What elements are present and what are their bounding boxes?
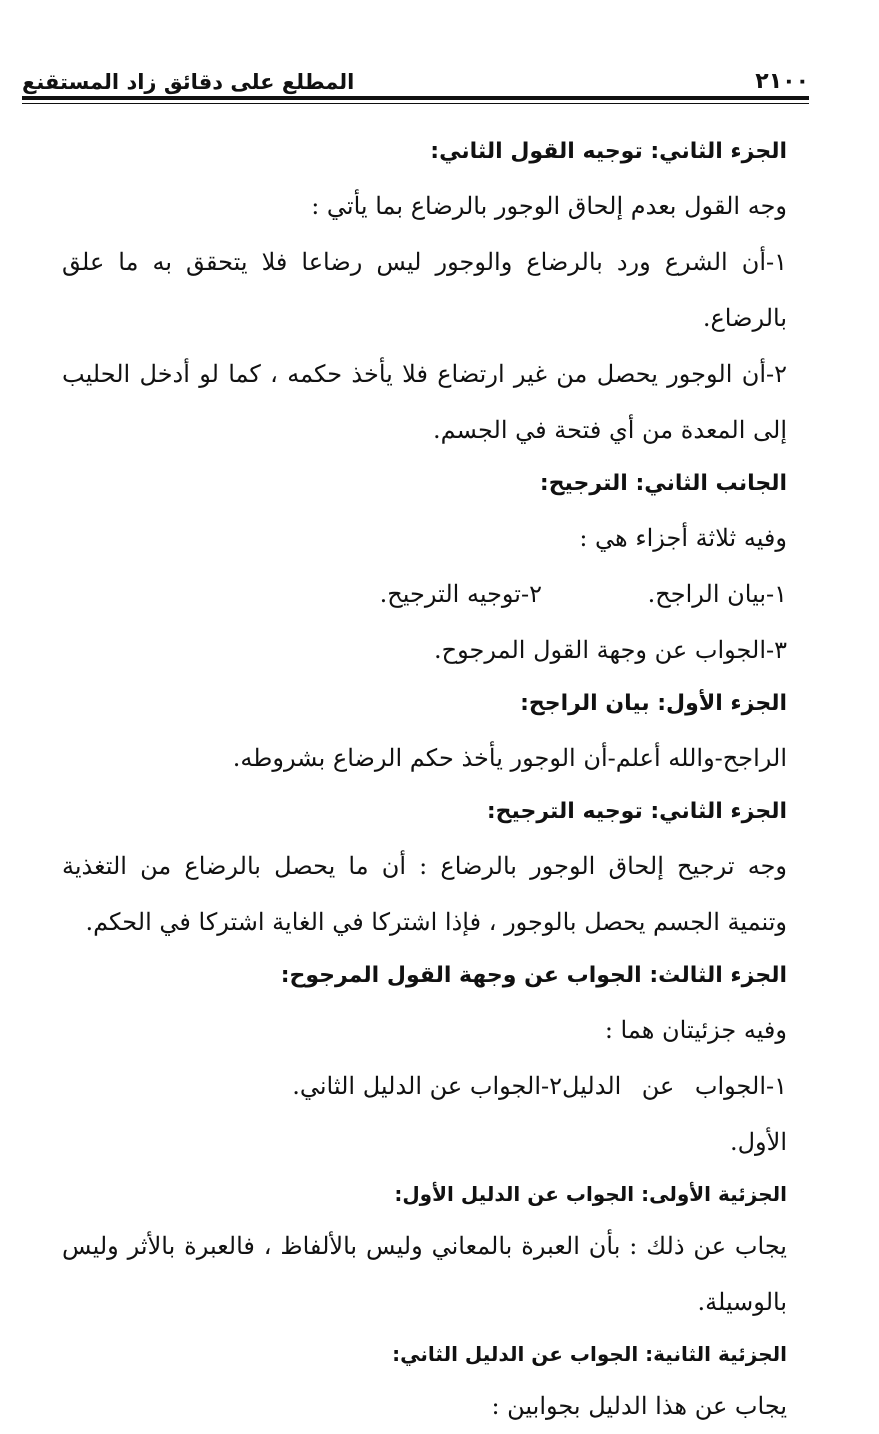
list-row-1 <box>62 566 787 622</box>
list-item-first-evidence: ١-الجواب عن الدليل الأول. <box>562 1072 787 1156</box>
list-item-statement: ١-بيان الراجح. <box>647 580 787 608</box>
list-row-2 <box>62 1058 787 1170</box>
list-item-answer: ٣-الجواب عن وجهة القول المرجوح. <box>433 636 787 664</box>
book-title: المطلع على دقائق زاد المستقنع <box>22 70 355 94</box>
header-rule-thick <box>22 96 809 100</box>
paragraph-point-2: ٢-أن الوجور يحصل من غير ارتضاع فلا يأخذ حكمه ، كما لو أدخل الحليب إلى المعدة من أي فتحة في الجسم. <box>62 360 787 444</box>
heading-subpart1: الجزئية الأولى: الجواب عن الدليل الأول: <box>394 1182 787 1206</box>
paragraph-justification: وجه ترجيح إلحاق الوجور بالرضاع : أن ما يحصل بالرضاع من التغذية وتنمية الجسم يحصل بالوجور ، فإذا اشتركا في الغاية اشتركا في الحكم. <box>62 852 787 936</box>
list-item-justification: ٢-توجيه الترجيح. <box>379 580 542 608</box>
heading-part2-second-view: الجزء الثاني: توجيه القول الثاني: <box>430 139 787 164</box>
heading-part3-answer: الجزء الثالث: الجواب عن وجهة القول المرجوح: <box>280 963 787 988</box>
page-number: ٢١٠٠ <box>755 69 809 94</box>
heading-preference: الجانب الثاني: الترجيح: <box>539 471 787 496</box>
page-body <box>62 126 787 1434</box>
heading-part1-preferred: الجزء الأول: بيان الراجح: <box>520 691 787 716</box>
paragraph-point-1: ١-أن الشرع ورد بالرضاع والوجور ليس رضاعا فلا يتحقق به ما علق بالرضاع. <box>62 248 787 332</box>
paragraph-answer-2: يجاب عن هذا الدليل بجوابين : <box>491 1392 787 1420</box>
paragraph-intro: وجه القول بعدم إلحاق الوجور بالرضاع بما يأتي : <box>311 192 787 220</box>
paragraph-three-parts: وفيه ثلاثة أجزاء هي : <box>579 524 787 552</box>
paragraph-two-subparts: وفيه جزئيتان هما : <box>604 1016 787 1044</box>
heading-part2-justification: الجزء الثاني: توجيه الترجيح: <box>486 799 787 824</box>
header-rule-thin <box>22 103 809 104</box>
paragraph-preferred: الراجح-والله أعلم-أن الوجور يأخذ حكم الرضاع بشروطه. <box>232 744 787 772</box>
list-item-second-evidence: ٢-الجواب عن الدليل الثاني. <box>292 1072 562 1100</box>
paragraph-answer-1: يجاب عن ذلك : بأن العبرة بالمعاني وليس بالألفاظ ، فالعبرة بالأثر وليس بالوسيلة. <box>62 1232 787 1316</box>
running-header <box>22 58 809 94</box>
heading-subpart2: الجزئية الثانية: الجواب عن الدليل الثاني: <box>392 1342 787 1366</box>
